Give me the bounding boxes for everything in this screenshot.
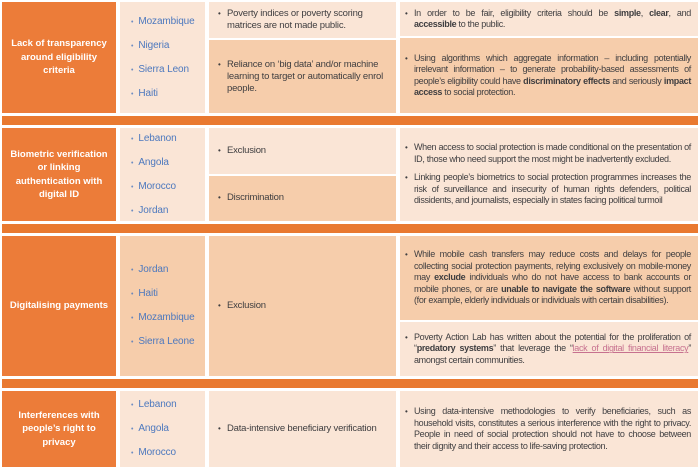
text-segment: While mobile cash transfers may reduce costs and delays for people collecting social protection payments, relying exclusively on mobile-money may (414, 249, 691, 283)
countries-cell (120, 236, 205, 376)
country-label: Mozambique (138, 15, 195, 27)
country-item (131, 180, 201, 194)
text-segment: individuals who do not have access to bank accounts or mobile phones, or are (414, 272, 691, 294)
country-label: Morocco (138, 180, 177, 192)
bullet-icon: • (218, 301, 221, 310)
text-segment: exclude (434, 272, 466, 283)
table-row (2, 128, 698, 221)
text-segment: When access to social protection is made conditional on the presentation of ID, those who need support the most might be inadvertently excluded. (414, 142, 691, 164)
method-cell (209, 2, 396, 38)
row-divider (2, 379, 698, 388)
bullet-text (227, 59, 390, 95)
text-segment: , and (668, 7, 691, 18)
countries-cell (120, 2, 205, 113)
bullet-text (414, 332, 691, 367)
country-item (131, 311, 201, 325)
country-label: Sierra Leon (138, 63, 189, 75)
bullet-icon: • (218, 59, 221, 69)
bullet-text (414, 8, 691, 31)
country-item (131, 132, 201, 146)
table-row (2, 236, 698, 376)
bullet-item (405, 142, 691, 165)
row-divider (2, 224, 698, 233)
inline-link[interactable]: lack of digital financial literacy (572, 343, 689, 354)
text-segment: Linking people’s biometrics to social protection programmes increases the risk of surveillance and insecurity of human rights defenders, political dissidents, and journalists, especially in states facing political turmoil (414, 172, 691, 206)
country-item (131, 204, 201, 218)
impact-cell (400, 391, 698, 467)
country-item (131, 287, 201, 301)
country-item (131, 39, 201, 53)
impacts-column (400, 2, 698, 113)
methods-column (209, 391, 396, 467)
bullet-icon: • (218, 145, 221, 155)
country-label: Lebanon (138, 132, 177, 144)
text-segment: Using algorithms which aggregate information – including potentially irrelevant information – to generate probability-based assessments of people’s eligibility could have (414, 52, 691, 86)
bullet-text (414, 53, 691, 99)
method-cell (209, 40, 396, 113)
bullet-text (227, 192, 284, 204)
method-cell (209, 176, 396, 222)
bullet-text (414, 406, 691, 452)
text-segment: Discrimination (227, 192, 284, 204)
text-segment: simple (614, 7, 641, 18)
country-item (131, 15, 201, 29)
bullet-icon: • (131, 183, 134, 191)
text-segment: without support (for example, elderly individuals or individuals with certain disabilities). (414, 283, 691, 306)
text-segment: Reliance on ‘big data’ and/or machine learning to target or automatically enrol people. (227, 58, 384, 94)
bullet-icon: • (405, 8, 408, 18)
method-cell (209, 128, 396, 174)
method-cell (209, 236, 396, 376)
bullet-icon: • (218, 9, 221, 18)
text-segment: clear (649, 7, 669, 18)
text-segment: impact access (414, 75, 691, 97)
bullet-item (405, 249, 691, 307)
bullet-text (227, 145, 266, 157)
bullet-item (218, 59, 390, 95)
category-cell: Digitalising payments (2, 236, 116, 376)
bullet-icon: • (131, 135, 134, 143)
bullet-icon: • (131, 450, 134, 457)
bullet-icon: • (218, 424, 221, 433)
bullet-icon: • (218, 193, 221, 203)
bullet-text (414, 249, 691, 307)
text-segment: ” that leverage the “ (493, 343, 573, 354)
bullet-icon: • (405, 332, 408, 342)
impact-cell (400, 128, 698, 221)
text-segment: to the public. (456, 19, 506, 29)
method-cell (209, 391, 396, 467)
table-row (2, 391, 698, 467)
bullet-icon: • (405, 53, 408, 63)
bullet-icon: • (131, 18, 134, 26)
bullet-item (405, 172, 691, 207)
bullet-text (414, 142, 691, 165)
country-item (131, 263, 201, 277)
impact-cell (400, 38, 698, 113)
bullet-icon: • (131, 42, 134, 50)
bullet-icon: • (131, 426, 134, 433)
country-label: Morocco (138, 447, 177, 458)
text-segment: and seriously (609, 75, 664, 86)
impact-cell (400, 2, 698, 36)
bullet-icon: • (131, 315, 134, 322)
bullet-item (405, 406, 691, 452)
bullet-icon: • (131, 207, 134, 215)
bullet-icon: • (405, 173, 408, 183)
country-item (131, 156, 201, 170)
methods-column (209, 128, 396, 221)
bullet-icon: • (131, 402, 134, 409)
category-cell: Lack of transparency around eligibility criteria (2, 2, 116, 113)
bullet-icon: • (405, 407, 408, 416)
countries-cell (120, 391, 205, 467)
bullet-icon: • (405, 143, 408, 153)
text-segment: discriminatory effects (523, 75, 610, 86)
country-item (131, 87, 201, 101)
bullet-text (227, 300, 266, 312)
row-divider (2, 116, 698, 125)
text-segment: Exclusion (227, 144, 266, 156)
bullet-item (218, 423, 377, 435)
bullet-icon: • (131, 339, 134, 346)
bullet-text (227, 8, 390, 32)
bullet-icon: • (131, 90, 134, 98)
country-item (131, 446, 201, 460)
bullet-item (405, 332, 691, 367)
bullet-icon: • (131, 66, 134, 74)
country-label: Nigeria (138, 39, 170, 51)
text-segment: Data-intensive beneficiary verification (227, 423, 377, 434)
impact-cell (400, 322, 698, 376)
methods-column (209, 236, 396, 376)
bullet-icon: • (131, 267, 134, 274)
table-row (2, 2, 698, 113)
bullet-item (405, 53, 691, 99)
country-label: Jordan (138, 204, 169, 216)
country-label: Angola (138, 423, 169, 434)
bullet-item (218, 300, 266, 312)
country-label: Mozambique (138, 312, 195, 323)
bullet-text (227, 423, 377, 435)
country-label: Jordan (138, 264, 169, 275)
impacts-column (400, 391, 698, 467)
text-segment: , (640, 7, 650, 18)
text-segment: Using data-intensive methodologies to verify beneficiaries, such as household visits, constitutes a serious interference with the right to privacy. People in need of social protection should not have to choose between their dignity and their access to life-saving protection. (414, 406, 691, 451)
text-segment: Poverty indices or poverty scoring matrices are not made public. (227, 8, 363, 31)
country-item (131, 63, 201, 77)
impacts-column (400, 128, 698, 221)
category-cell: Interferences with people’s right to privacy (2, 391, 116, 467)
country-label: Angola (138, 156, 169, 168)
text-segment: Poverty Action Lab has written about the potential for the proliferation of “ (414, 331, 691, 354)
country-label: Haiti (138, 288, 158, 299)
bullet-icon: • (131, 159, 134, 167)
category-cell: Biometric verification or linking authentication with digital ID (2, 128, 116, 221)
country-label: Haiti (138, 87, 158, 99)
impact-cell (400, 236, 698, 320)
countries-cell (120, 128, 205, 221)
bullet-text (414, 172, 691, 207)
methods-column (209, 2, 396, 113)
bullet-item (218, 145, 266, 157)
country-item (131, 335, 201, 349)
text-segment: ” amongst certain communities. (414, 343, 691, 365)
text-segment: predatory systems (416, 343, 494, 354)
country-label: Sierra Leone (138, 336, 195, 347)
bullet-icon: • (405, 250, 408, 260)
text-segment: accessible (414, 19, 457, 29)
impacts-column (400, 236, 698, 376)
bullet-item (218, 192, 284, 204)
text-segment: to social protection. (442, 87, 516, 97)
country-item (131, 398, 201, 412)
bullet-item (405, 8, 691, 31)
text-segment: Exclusion (227, 300, 266, 311)
bullet-icon: • (131, 291, 134, 298)
country-item (131, 422, 201, 436)
country-label: Lebanon (138, 399, 177, 410)
text-segment: In order to be fair, eligibility criteria should be (414, 7, 615, 18)
bullet-item (218, 8, 390, 32)
text-segment: unable to navigate the software (501, 283, 631, 294)
